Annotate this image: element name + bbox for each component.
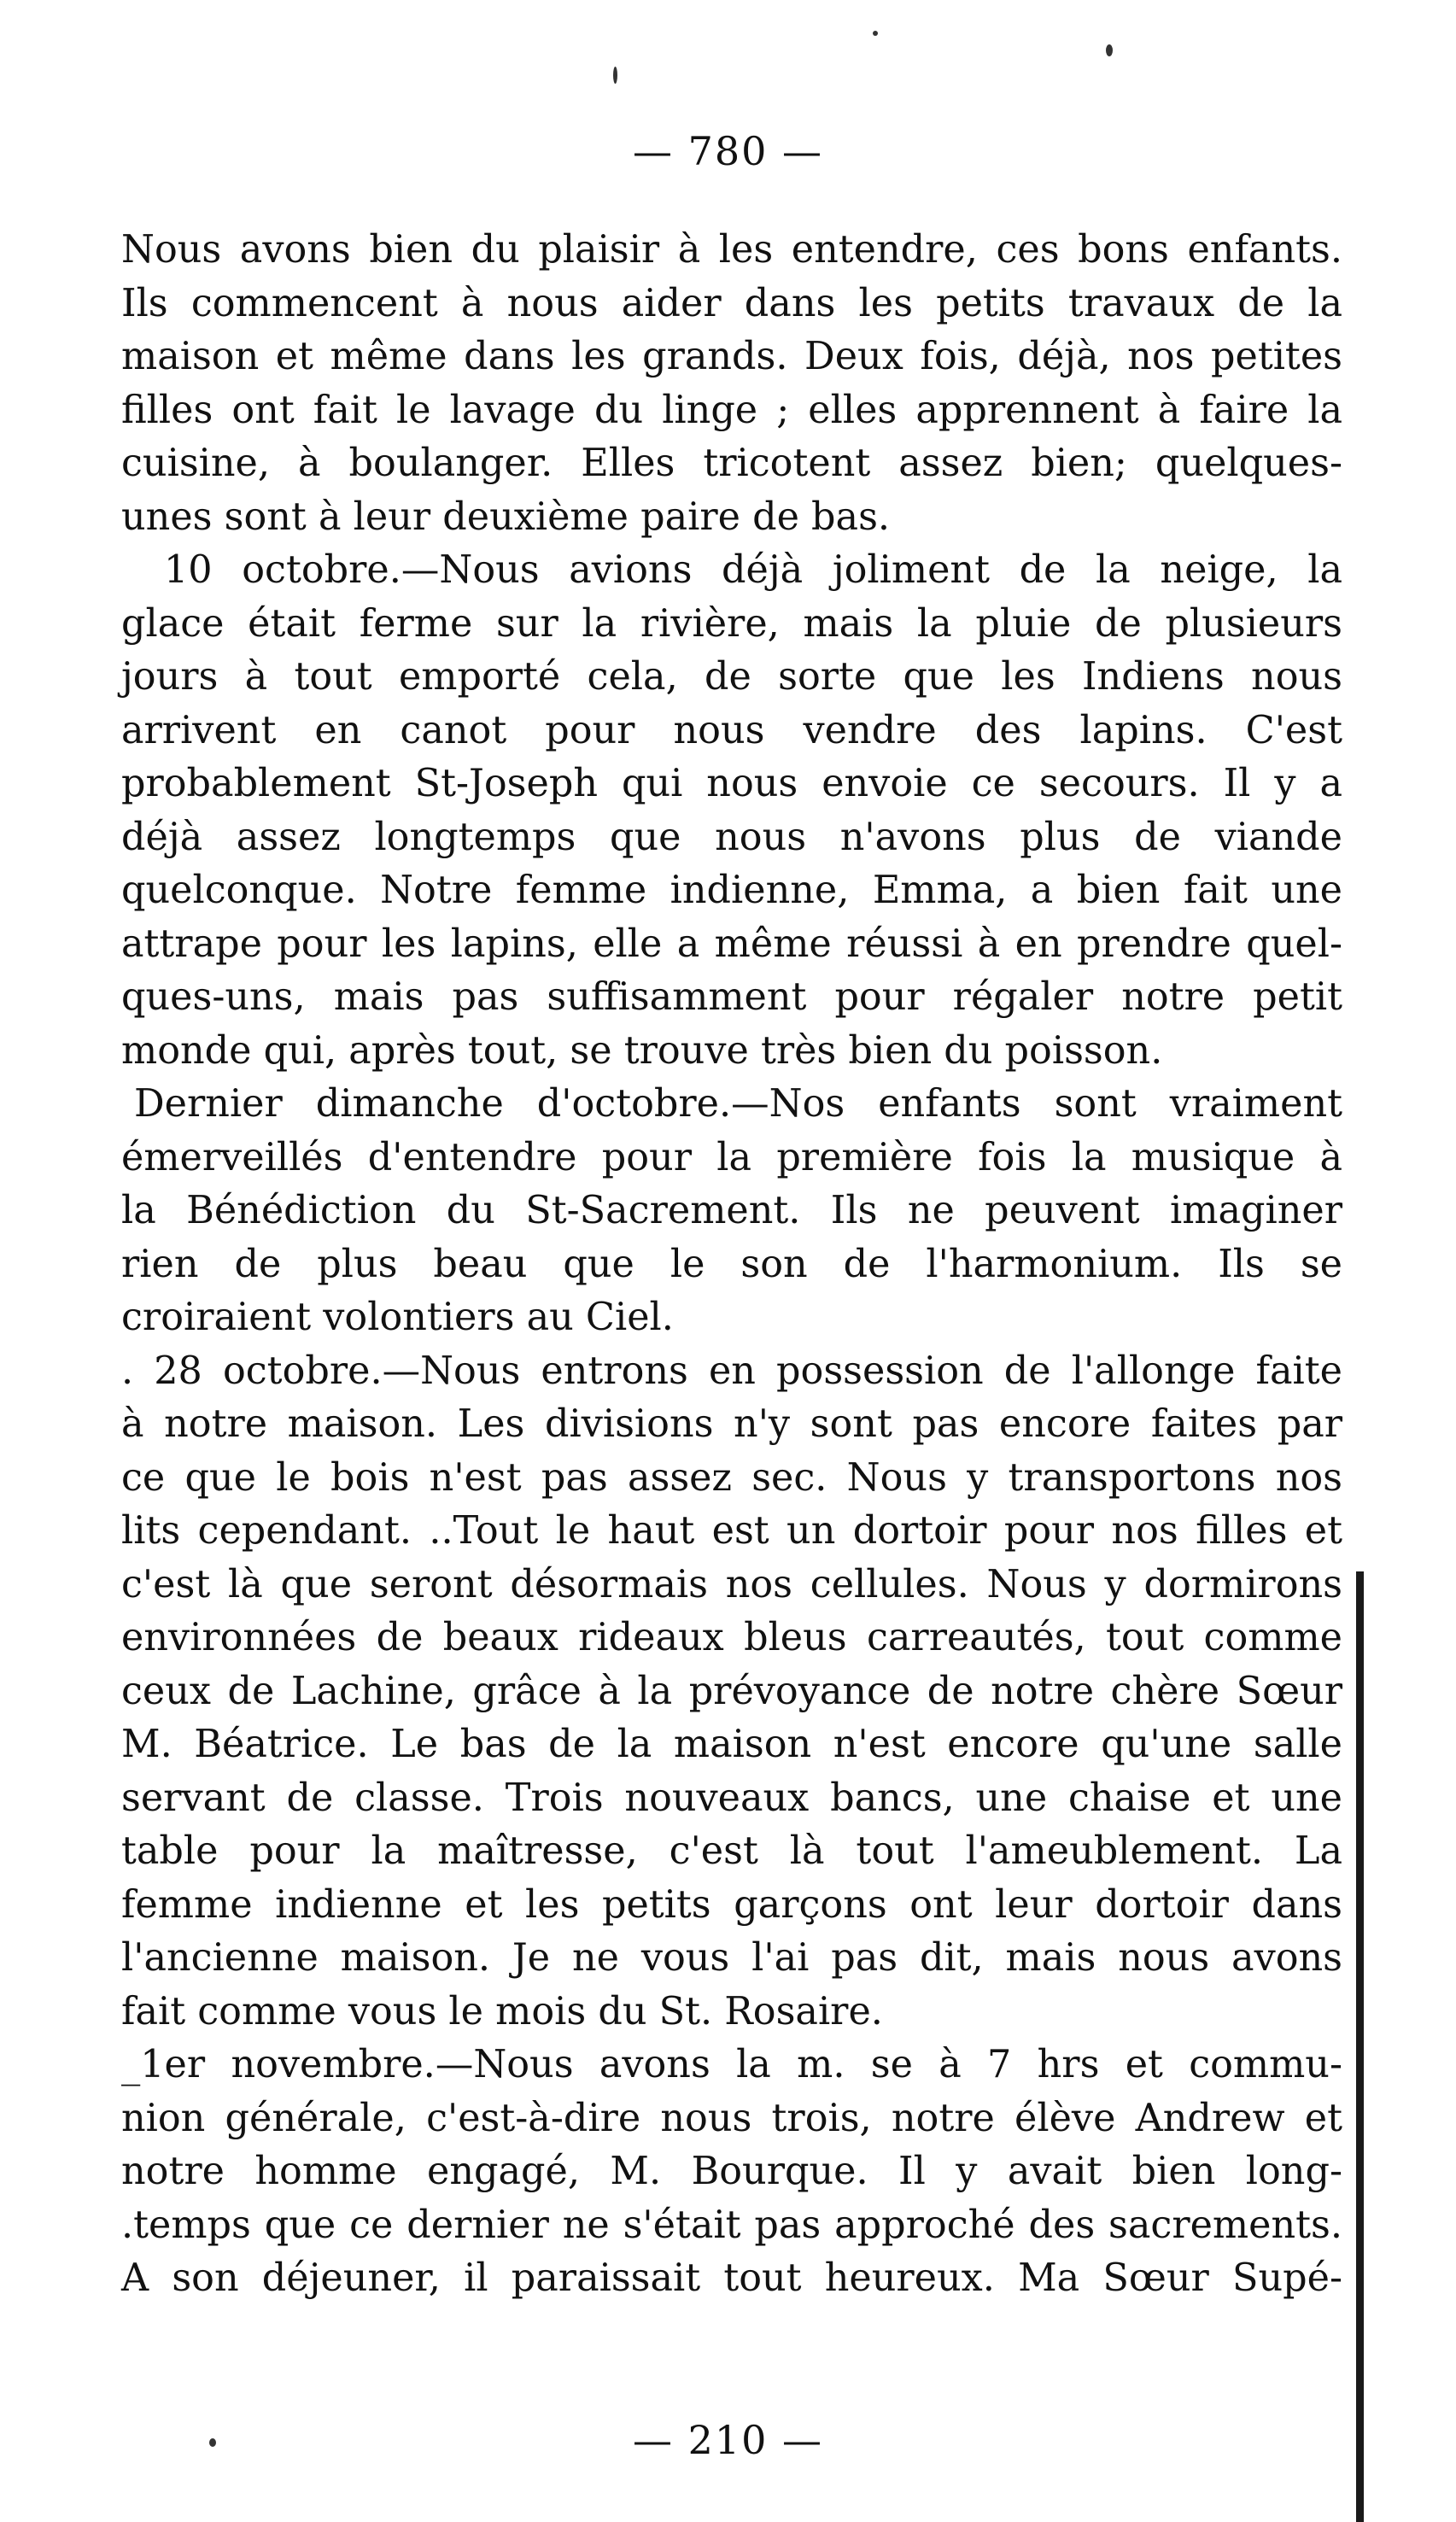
text-line: Dernier dimanche d'octobre.—Nos enfants sont vraiment: [134, 1082, 1342, 1126]
text-line: quelconque. Notre femme indienne, Emma, a bien fait une: [121, 869, 1342, 912]
text-line: table pour la maîtresse, c'est là tout l'ameublement. La: [121, 1829, 1342, 1873]
text-line: notre homme engagé, M. Bourque. Il y avait bien long-: [121, 2150, 1342, 2193]
text-line: .temps que ce dernier ne s'était pas approché des sacrements.: [121, 2203, 1342, 2247]
text-line: M. Béatrice. Le bas de la maison n'est encore qu'une salle: [121, 1723, 1342, 1766]
text-line: environnées de beaux rideaux bleus carreautés, tout comme: [121, 1616, 1342, 1659]
text-line: attrape pour les lapins, elle a même réussi à en prendre quel-: [121, 922, 1342, 966]
text-line: nion générale, c'est-à-dire nous trois, notre élève Andrew et: [121, 2096, 1342, 2140]
text-line: rien de plus beau que le son de l'harmonium. Ils se: [121, 1242, 1342, 1286]
text-line: ques-uns, mais pas suffisamment pour régaler notre petit: [121, 975, 1342, 1019]
text-line: ce que le bois n'est pas assez sec. Nous y transportons nos: [121, 1455, 1342, 1500]
text-line: croiraient volontiers au Ciel.: [121, 1296, 674, 1339]
text-line: fait comme vous le mois du St. Rosaire.: [121, 1989, 883, 2033]
text-line: l'ancienne maison. Je ne vous l'ai pas dit, mais nous avons: [121, 1936, 1342, 1980]
text-line: . 28 octobre.—Nous entrons en possession de l'allonge faite: [121, 1349, 1342, 1393]
text-line: A son déjeuner, il paraissait tout heureux. Ma Sœur Supé-: [121, 2256, 1342, 2300]
scan-speck: [873, 31, 878, 36]
text-line: arrivent en canot pour nous vendre des lapins. C'est: [121, 708, 1342, 752]
scan-speck: [209, 2438, 216, 2447]
text-line: glace était ferme sur la rivière, mais la pluie de plusieurs: [121, 601, 1342, 646]
text-line: maison et même dans les grands. Deux fois, déjà, nos petites: [121, 335, 1342, 378]
text-line: la Bénédiction du St-Sacrement. Ils ne peuvent imaginer: [121, 1189, 1342, 1232]
text-line: cuisine, à boulanger. Elles tricotent assez bien; quelques-: [121, 442, 1342, 485]
text-line: 10 octobre.—Nous avions déjà joliment de la neige, la: [164, 548, 1342, 592]
text-line: monde qui, après tout, se trouve très bien du poisson.: [121, 1028, 1163, 1073]
text-line: à notre maison. Les divisions n'y sont pas encore faites par: [121, 1402, 1342, 1446]
page-header-number: — 780 —: [632, 128, 824, 174]
text-line: probablement St-Joseph qui nous envoie ce secours. Il y a: [121, 762, 1342, 805]
text-line: ceux de Lachine, grâce à la prévoyance de notre chère Sœur: [121, 1669, 1342, 1713]
text-line: _1er novembre.—Nous avons la m. se à 7 hrs et commu-: [121, 2043, 1342, 2086]
text-line: émerveillés d'entendre pour la première fois la musique à: [121, 1135, 1342, 1179]
text-line: servant de classe. Trois nouveaux bancs, une chaise et une: [121, 1776, 1342, 1820]
text-line: lits cependant. ..Tout le haut est un dortoir pour nos filles et: [121, 1509, 1342, 1553]
text-line: Nous avons bien du plaisir à les entendre, ces bons enfants.: [121, 228, 1342, 272]
page-footer-number: — 210 —: [632, 2417, 824, 2463]
text-line: déjà assez longtemps que nous n'avons plus de viande: [121, 815, 1342, 859]
text-line: c'est là que seront désormais nos cellules. Nous y dormirons: [121, 1562, 1342, 1606]
scan-edge-shadow: [1356, 1571, 1364, 2522]
text-line: filles ont fait le lavage du linge ; elles apprennent à faire la: [121, 388, 1342, 432]
scan-speck: [1106, 44, 1113, 56]
text-line: femme indienne et les petits garçons ont leur dortoir dans: [121, 1882, 1342, 1927]
text-line: Ils commencent à nous aider dans les petits travaux de la: [121, 281, 1342, 325]
scan-speck: [613, 67, 617, 84]
text-line: jours à tout emporté cela, de sorte que les Indiens nous: [121, 655, 1342, 699]
text-line: unes sont à leur deuxième paire de bas.: [121, 494, 891, 539]
body-text: [121, 224, 1342, 2306]
